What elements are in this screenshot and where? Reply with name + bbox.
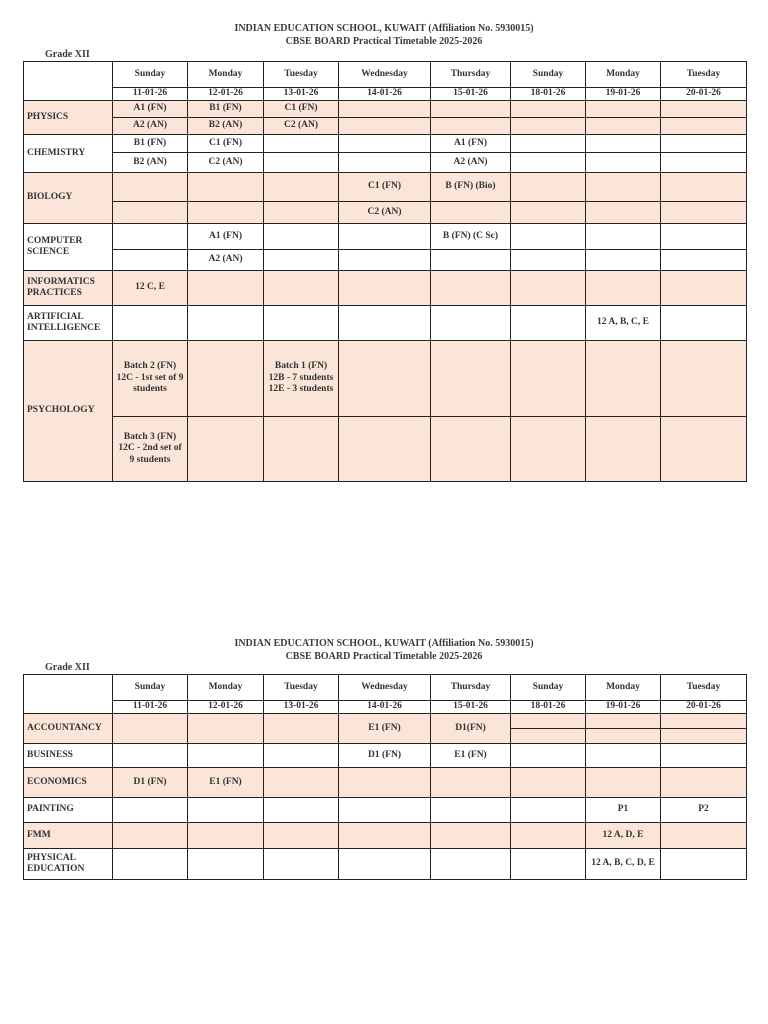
subject-physics: PHYSICS [24,101,113,135]
slot-cell: Batch 3 (FN) 12C - 2nd set of 9 students [113,417,188,482]
slot-cell [661,153,747,173]
slot-cell [431,823,511,849]
date-cell: 13-01-26 [264,88,339,101]
day-cell: Wednesday [339,62,431,88]
slot-cell [586,135,661,153]
slot-cell [188,714,264,744]
fmm-row [24,823,747,849]
slot-cell: B2 (AN) [188,118,264,135]
slot-cell [188,823,264,849]
subject-biology: BIOLOGY [24,173,113,224]
physics-row-2 [24,118,747,135]
slot-cell [339,118,431,135]
slot-cell [339,768,431,798]
slot-cell [511,101,586,118]
slot-cell [188,173,264,202]
slot-cell [511,849,586,880]
accountancy-row [24,714,747,744]
slot-cell: A1 (FN) [431,135,511,153]
slot-cell [511,135,586,153]
slot-cell: Batch 1 (FN) 12B - 7 students 12E - 3 students [264,341,339,417]
physics-row-1 [24,101,747,118]
date-cell: 19-01-26 [586,88,661,101]
day-header-row [24,62,747,88]
slot-cell [661,118,747,135]
subject-economics: ECONOMICS [24,768,113,798]
slot-cell [511,744,586,768]
slot-cell [113,250,188,271]
date-cell: 12-01-26 [188,701,264,714]
slot-cell [339,306,431,341]
slot-cell [511,202,586,224]
cs-row-2 [24,250,747,271]
slot-cell: P2 [661,798,747,823]
slot-cell: D1 (FN) [113,768,188,798]
slot-cell [511,798,586,823]
school-name: INDIAN EDUCATION SCHOOL, KUWAIT (Affiliation No. 5930015) [234,638,534,649]
slot-cell [661,224,747,250]
slot-cell: A1 (FN) [188,224,264,250]
slot-cell [661,714,747,744]
date-cell: 11-01-26 [113,88,188,101]
date-header-row [24,88,747,101]
subject-accountancy: ACCOUNTANCY [24,714,113,744]
timetable-2 [23,674,747,880]
school-heading-2 [0,637,768,663]
subject-painting: PAINTING [24,798,113,823]
slot-cell: C2 (AN) [339,202,431,224]
timetable-1 [23,61,747,482]
slot-cell: 12 A, D, E [586,823,661,849]
slot-cell [431,768,511,798]
slot-cell: A1 (FN) [113,101,188,118]
slot-cell [339,823,431,849]
subject-business: BUSINESS [24,744,113,768]
date-cell: 20-01-26 [661,88,747,101]
slot-cell: E1 (FN) [431,744,511,768]
slot-cell [113,823,188,849]
slot-cell: C1 (FN) [339,173,431,202]
slot-cell [511,768,586,798]
slot-cell [511,417,586,482]
slot-cell [511,224,586,250]
slot-cell [113,849,188,880]
date-cell: 15-01-26 [431,88,511,101]
day-cell: Monday [188,675,264,701]
day-cell: Thursday [431,62,511,88]
slot-cell [188,744,264,768]
slot-cell: E1 (FN) [339,714,431,744]
slot-cell [431,849,511,880]
painting-row [24,798,747,823]
slot-cell [339,417,431,482]
slot-cell: D1 (FN) [339,744,431,768]
slot-cell: Batch 2 (FN) 12C - 1st set of 9 students [113,341,188,417]
slot-cell [264,271,339,306]
slot-cell [586,341,661,417]
slot-cell: B (FN) (C Sc) [431,224,511,250]
slot-cell [586,744,661,768]
day-cell: Tuesday [661,675,747,701]
slot-cell [339,224,431,250]
slot-cell [264,135,339,153]
slot-cell [661,101,747,118]
date-cell: 12-01-26 [188,88,264,101]
slot-cell [511,306,586,341]
slot-cell [661,135,747,153]
slot-cell [431,306,511,341]
slot-cell [586,101,661,118]
slot-cell: C1 (FN) [188,135,264,153]
slot-cell [661,768,747,798]
slot-cell [431,417,511,482]
slot-cell: E1 (FN) [188,768,264,798]
slot-cell [586,417,661,482]
slot-cell: B1 (FN) [113,135,188,153]
slot-cell [188,271,264,306]
slot-cell [113,202,188,224]
slot-cell [661,744,747,768]
slot-cell [339,101,431,118]
slot-cell [264,744,339,768]
slot-cell [511,173,586,202]
slot-cell [511,250,586,271]
slot-cell: B (FN) (Bio) [431,173,511,202]
slot-cell [586,271,661,306]
grade-label: Grade XII [45,49,90,60]
slot-cell [431,798,511,823]
corner-cell [24,675,113,714]
slot-cell: C2 (AN) [188,153,264,173]
slot-cell: C2 (AN) [264,118,339,135]
slot-cell [586,173,661,202]
slot-cell [661,823,747,849]
day-cell: Monday [188,62,264,88]
slot-cell [586,153,661,173]
date-cell: 14-01-26 [339,88,431,101]
slot-cell [511,118,586,135]
slot-cell [431,202,511,224]
ip-row [24,271,747,306]
slot-cell [661,271,747,306]
slot-cell [661,417,747,482]
day-cell: Sunday [511,675,586,701]
day-cell: Monday [586,62,661,88]
slot-cell [586,250,661,271]
day-cell: Tuesday [264,675,339,701]
slot-cell [661,202,747,224]
date-cell: 19-01-26 [586,701,661,714]
day-cell: Sunday [511,62,586,88]
slot-cell [113,306,188,341]
slot-cell [188,849,264,880]
slot-cell [586,768,661,798]
subject-psychology: PSYCHOLOGY [24,341,113,482]
date-cell: 11-01-26 [113,701,188,714]
timetable-title: CBSE BOARD Practical Timetable 2025-2026 [285,36,483,47]
subject-artificial-intelligence: ARTIFICIAL INTELLIGENCE [24,306,113,341]
slot-cell [264,823,339,849]
day-cell: Sunday [113,675,188,701]
date-cell: 18-01-26 [511,88,586,101]
slot-cell [339,153,431,173]
date-cell: 15-01-26 [431,701,511,714]
slot-cell [264,153,339,173]
biology-row-2 [24,202,747,224]
slot-cell [339,798,431,823]
slot-cell [264,798,339,823]
cell-divider [511,728,585,729]
slot-cell: B1 (FN) [188,101,264,118]
slot-cell [511,823,586,849]
slot-cell [113,798,188,823]
date-header-row [24,701,747,714]
slot-cell [264,202,339,224]
subject-fmm: FMM [24,823,113,849]
slot-cell [264,306,339,341]
pe-row [24,849,747,880]
slot-cell [661,341,747,417]
slot-cell [339,271,431,306]
slot-cell [586,714,661,744]
subject-informatics-practices: INFORMATICS PRACTICES [24,271,113,306]
date-cell: 20-01-26 [661,701,747,714]
slot-cell: 12 A, B, C, E [586,306,661,341]
slot-cell: D1(FN) [431,714,511,744]
day-cell: Tuesday [661,62,747,88]
slot-cell [586,224,661,250]
grade-label: Grade XII [45,662,90,673]
slot-cell: A2 (AN) [188,250,264,271]
psychology-row-1 [24,341,747,417]
slot-cell [264,768,339,798]
slot-cell [431,341,511,417]
slot-cell [431,118,511,135]
psychology-row-2 [24,417,747,482]
slot-cell [586,118,661,135]
slot-cell [188,417,264,482]
slot-cell [431,271,511,306]
day-cell: Wednesday [339,675,431,701]
timetable-title: CBSE BOARD Practical Timetable 2025-2026 [285,651,483,662]
slot-cell [431,250,511,271]
slot-cell [264,173,339,202]
economics-row [24,768,747,798]
day-cell: Monday [586,675,661,701]
date-cell: 13-01-26 [264,701,339,714]
slot-cell [511,271,586,306]
slot-cell: A2 (AN) [113,118,188,135]
slot-cell: A2 (AN) [431,153,511,173]
date-cell: 18-01-26 [511,701,586,714]
cell-divider [586,728,660,729]
slot-cell [511,714,586,744]
cs-row-1 [24,224,747,250]
day-cell: Sunday [113,62,188,88]
slot-cell [264,250,339,271]
day-cell: Thursday [431,675,511,701]
slot-cell [264,224,339,250]
slot-cell: 12 A, B, C, D, E [586,849,661,880]
day-header-row [24,675,747,701]
subject-computer-science: COMPUTER SCIENCE [24,224,113,271]
date-cell: 14-01-26 [339,701,431,714]
school-name: INDIAN EDUCATION SCHOOL, KUWAIT (Affiliation No. 5930015) [234,23,534,34]
slot-cell [339,135,431,153]
slot-cell [113,224,188,250]
biology-row-1 [24,173,747,202]
day-cell: Tuesday [264,62,339,88]
slot-cell [661,173,747,202]
ai-row [24,306,747,341]
subject-chemistry: CHEMISTRY [24,135,113,173]
school-heading-1 [0,22,768,48]
slot-cell [188,306,264,341]
slot-cell [339,250,431,271]
slot-cell [188,341,264,417]
slot-cell [188,798,264,823]
slot-cell: 12 C, E [113,271,188,306]
slot-cell [511,341,586,417]
slot-cell [661,250,747,271]
slot-cell [264,849,339,880]
slot-cell [661,849,747,880]
slot-cell [339,849,431,880]
slot-cell [188,202,264,224]
slot-cell [264,417,339,482]
slot-cell: C1 (FN) [264,101,339,118]
slot-cell [511,153,586,173]
slot-cell [113,744,188,768]
slot-cell [661,306,747,341]
slot-cell [339,341,431,417]
subject-physical-education: PHYSICAL EDUCATION [24,849,113,880]
corner-cell [24,62,113,101]
cell-divider [661,728,746,729]
chemistry-row-1 [24,135,747,153]
slot-cell [431,101,511,118]
slot-cell [264,714,339,744]
chemistry-row-2 [24,153,747,173]
slot-cell [113,173,188,202]
slot-cell [113,714,188,744]
slot-cell: B2 (AN) [113,153,188,173]
slot-cell [586,202,661,224]
business-row [24,744,747,768]
slot-cell: P1 [586,798,661,823]
